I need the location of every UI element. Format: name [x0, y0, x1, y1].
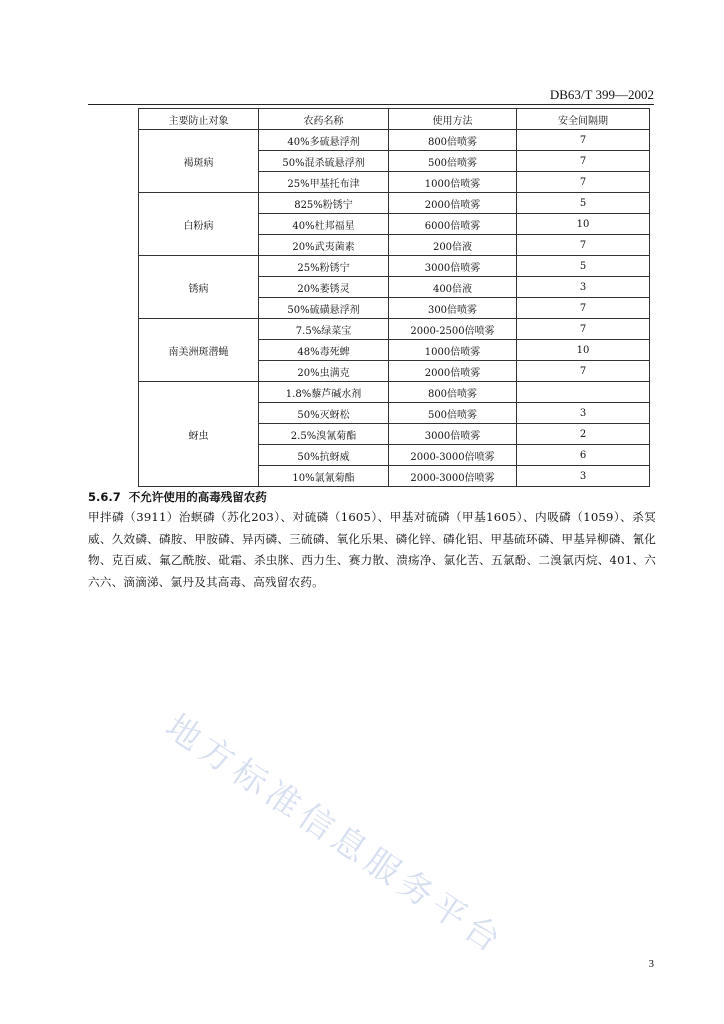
pesticide-cell: 40%多硫悬浮剂 — [259, 130, 389, 151]
header-rule — [88, 104, 654, 105]
table-row — [139, 382, 650, 403]
section-heading — [88, 489, 267, 505]
method-cell: 500倍喷雾 — [389, 151, 517, 172]
pesticide-cell: 10%氯氰菊酯 — [259, 466, 389, 487]
pesticide-cell: 50%硫磺悬浮剂 — [259, 298, 389, 319]
interval-cell: 7 — [517, 361, 650, 382]
column-header: 农药名称 — [259, 109, 389, 130]
method-cell: 2000-3000倍喷雾 — [389, 466, 517, 487]
method-cell: 3000倍喷雾 — [389, 256, 517, 277]
section-number: 5.6.7 — [88, 490, 121, 504]
interval-cell: 5 — [517, 256, 650, 277]
pesticide-cell: 1.8%藜芦碱水剂 — [259, 382, 389, 403]
column-header: 安全间隔期 — [517, 109, 650, 130]
column-header: 主要防止对象 — [139, 109, 259, 130]
table-row — [139, 130, 650, 151]
pesticide-cell: 50%抗蚜威 — [259, 445, 389, 466]
target-cell: 褐斑病 — [139, 130, 259, 193]
interval-cell: 3 — [517, 466, 650, 487]
pesticide-cell: 7.5%绿菜宝 — [259, 319, 389, 340]
interval-cell: 6 — [517, 445, 650, 466]
page-number: 3 — [648, 958, 654, 970]
method-cell: 200倍液 — [389, 235, 517, 256]
interval-cell: 7 — [517, 298, 650, 319]
interval-cell: 10 — [517, 340, 650, 361]
interval-cell: 2 — [517, 424, 650, 445]
interval-cell: 7 — [517, 172, 650, 193]
section-title: 不允许使用的高毒残留农药 — [128, 490, 267, 504]
pesticide-cell: 48%毒死蜱 — [259, 340, 389, 361]
interval-cell: 7 — [517, 319, 650, 340]
section-paragraph: 甲拌磷（3911）治螟磷（苏化203）、对硫磷（1605）、甲基对硫磷（甲基1605）、内吸磷（1059）、杀冥威、久效磷、磷胺、甲胺磷、异丙磷、三硫磷、氧化乐果、磷化锌、磷化铝、甲基硫环磷、甲基异柳磷、氰化物、克百威、氟乙酰胺、砒霜、杀虫脒、西力生、赛力散、溃疡净、氯化苦、五氯酚、二溴氯丙烷、401、六六六、滴滴涕、氯丹及其高毒、高残留农药。 — [88, 510, 656, 589]
pesticide-cell: 40%杜邦福星 — [259, 214, 389, 235]
target-cell: 白粉病 — [139, 193, 259, 256]
pesticide-cell: 25%粉锈宁 — [259, 256, 389, 277]
method-cell: 1000倍喷雾 — [389, 340, 517, 361]
method-cell: 3000倍喷雾 — [389, 424, 517, 445]
interval-cell — [517, 382, 650, 403]
pesticide-cell: 25%甲基托布津 — [259, 172, 389, 193]
target-cell: 南美洲斑潜蝇 — [139, 319, 259, 382]
table-row — [139, 319, 650, 340]
interval-cell: 3 — [517, 403, 650, 424]
watermark: 地方标准信息服务平台 — [158, 706, 513, 964]
pesticide-cell: 20%虫满克 — [259, 361, 389, 382]
pesticide-cell: 20%萎锈灵 — [259, 277, 389, 298]
target-cell: 蚜虫 — [139, 382, 259, 487]
interval-cell: 7 — [517, 235, 650, 256]
pesticide-cell: 20%武夷菌素 — [259, 235, 389, 256]
table-header-row — [139, 109, 650, 130]
method-cell: 800倍喷雾 — [389, 130, 517, 151]
interval-cell: 3 — [517, 277, 650, 298]
pesticide-cell: 2.5%溴氰菊酯 — [259, 424, 389, 445]
pesticide-cell: 825%粉锈宁 — [259, 193, 389, 214]
table-row — [139, 256, 650, 277]
pesticide-cell: 50%灭蚜松 — [259, 403, 389, 424]
method-cell: 1000倍喷雾 — [389, 172, 517, 193]
method-cell: 800倍喷雾 — [389, 382, 517, 403]
interval-cell: 10 — [517, 214, 650, 235]
interval-cell: 7 — [517, 151, 650, 172]
pesticide-cell: 50%混杀硫悬浮剂 — [259, 151, 389, 172]
method-cell: 2000倍喷雾 — [389, 361, 517, 382]
method-cell: 500倍喷雾 — [389, 403, 517, 424]
interval-cell: 7 — [517, 130, 650, 151]
method-cell: 2000-3000倍喷雾 — [389, 445, 517, 466]
method-cell: 300倍喷雾 — [389, 298, 517, 319]
pesticide-table — [138, 108, 650, 487]
method-cell: 6000倍喷雾 — [389, 214, 517, 235]
table-row — [139, 193, 650, 214]
method-cell: 2000-2500倍喷雾 — [389, 319, 517, 340]
interval-cell: 5 — [517, 193, 650, 214]
method-cell: 400倍液 — [389, 277, 517, 298]
method-cell: 2000倍喷雾 — [389, 193, 517, 214]
target-cell: 锈病 — [139, 256, 259, 319]
document-code: DB63/T 399—2002 — [549, 87, 654, 102]
column-header: 使用方法 — [389, 109, 517, 130]
